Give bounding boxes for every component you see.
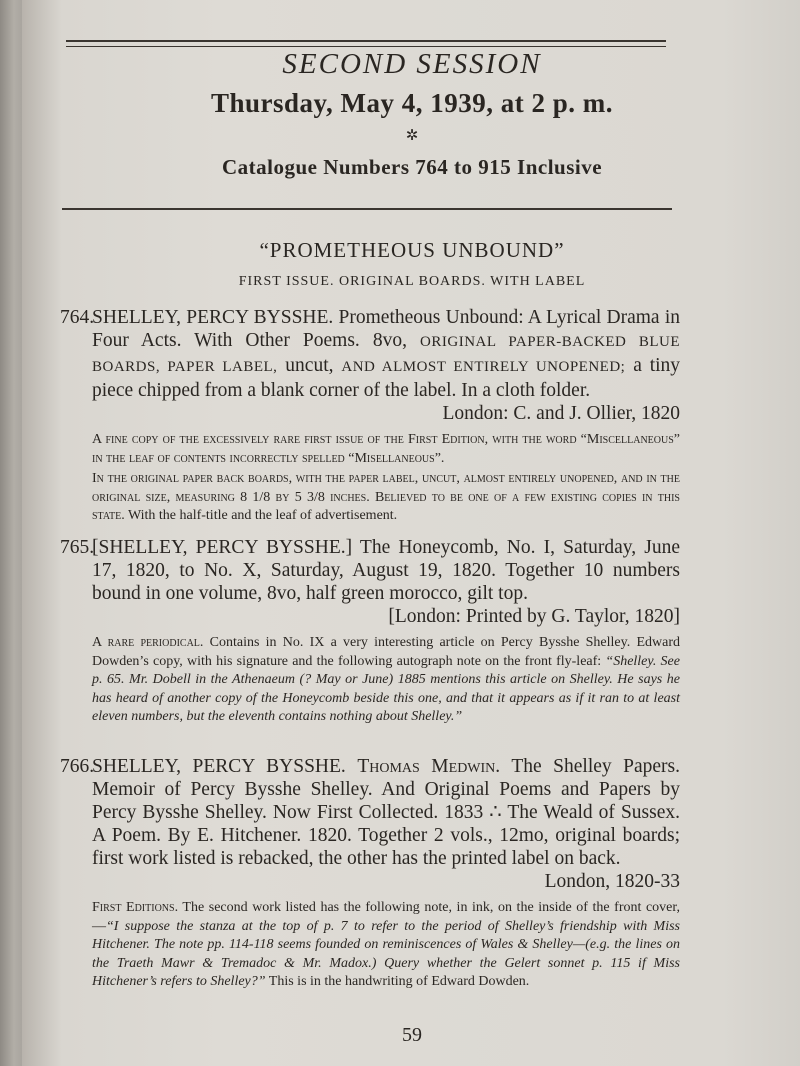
- lot-note-tail: This is in the handwriting of Edward Dowden.: [268, 974, 530, 989]
- lot-heading: [60, 306, 680, 402]
- lot-author: SHELLEY, PERCY BYSSHE.: [92, 756, 346, 777]
- lot-number: 766.: [60, 756, 95, 777]
- lot-imprint: London: C. and J. Ollier, 1820: [442, 403, 680, 424]
- lot-note-condition: In the original paper back boards, with the paper label, uncut, almost entirely unopened, and in the original size, measuring 8 1/8 by 5 3/8 inches. Believed to be one of a few existing copies in this state.: [92, 471, 680, 523]
- lot-note-quote: “Shelley. See p. 65. Mr. Dobell in the Athenaeum (? May or June) 1885 mentions this article on Shelley. He says he has heard of another copy of the Honeycomb beside this one, and that it appears as if it ran to at least eleven numbers, but the eleventh contains nothing about Shelley.”: [92, 653, 680, 724]
- lot-imprint: [London: Printed by G. Taylor, 1820]: [388, 606, 680, 627]
- lot-note: [60, 634, 680, 727]
- lot-entry: [60, 306, 680, 528]
- session-date: Thursday, May 4, 1939, at 2 p. m.: [210, 88, 614, 118]
- lot-number: 764.: [60, 307, 95, 328]
- lot-note-text: Contains in No. IX a very interesting article on Percy Bysshe Shelley. Edward Dowden’s copy, with his signature and the following autograph note on the front fly-leaf:: [92, 635, 680, 669]
- lot-note-paragraph: [92, 470, 680, 526]
- lot-number: 765.: [60, 537, 95, 558]
- lot-description: The Honeycomb, No. I, Saturday, June 17, 1820, to No. X, Saturday, August 19, 1820. Together 10 numbers bound in one volume, 8vo, half green morocco, gilt top.: [92, 537, 680, 604]
- lot-note-paragraph: A fine copy of the excessively rare first issue of the First Edition, with the word “Miscellaneous” in the leaf of contents incorrectly spelled “Misellaneous”.: [92, 432, 680, 466]
- lot-second-author: Thomas Medwin.: [357, 756, 501, 777]
- lot-note-lead: First Editions.: [92, 900, 179, 915]
- lot-description: The Shelley Papers. Memoir of Percy Bysshe Shelley. And Original Poems and Papers by Percy Bysshe Shelley. Now First Collected. 1833 ∴ The Weald of Sussex. A Poem. By E. Hitchener. 1820. Together 2 vols., 12mo, original boards; first work listed is rebacked, the other has the printed label on back.: [92, 756, 681, 869]
- lot-heading: [60, 755, 680, 870]
- lot-note-quote: “I suppose the stanza at the top of p. 7 to refer to the period of Shelley’s friendship with Miss Hitchener. The note pp. 114-118 seems founded on reminiscences of Wales & Shelley—(e.g. the lines on the Traeth Mawr & Tremadoc & Mr. Madox.) Query whether the Gelert sonnet p. 115 if Miss Hitchener’s refers to Shelley?”: [92, 918, 680, 989]
- ornament-icon: ✲: [405, 128, 419, 144]
- catalogue-range: Catalogue Numbers 764 to 915 Inclusive: [221, 155, 603, 179]
- lot-entry: [60, 755, 680, 994]
- lot-entry: [60, 536, 680, 729]
- section-subtitle: FIRST ISSUE. ORIGINAL BOARDS. WITH LABEL: [238, 274, 586, 289]
- lot-note-paragraph: [92, 634, 680, 727]
- lot-note: [60, 899, 680, 992]
- lot-note: [60, 431, 680, 526]
- lot-description-cont: uncut,: [285, 355, 334, 376]
- lot-author: [SHELLEY, PERCY BYSSHE.]: [92, 537, 353, 558]
- top-rule-thin: [66, 46, 666, 47]
- top-rule: [66, 40, 666, 42]
- lot-note-tail: With the half-title and the leaf of advertisement.: [127, 508, 398, 523]
- header-bottom-rule: [62, 208, 672, 210]
- lot-heading: [60, 536, 680, 605]
- session-title: SECOND SESSION: [282, 48, 542, 80]
- lot-description-end: a tiny piece chipped from a blank corner of the label. In a cloth folder.: [92, 355, 681, 401]
- lot-description: Prometheous Unbound: A Lyrical Drama in Four Acts. With Other Poems. 8vo,: [92, 307, 680, 351]
- lot-note-paragraph: [92, 899, 680, 992]
- lot-note-text: The second work listed has the following note, in ink, on the inside of the front cover,—: [92, 900, 680, 934]
- lot-binding: ORIGINAL PAPER-BACKED BLUE BOARDS, PAPER LABEL,: [92, 334, 680, 375]
- lot-imprint: London, 1820-33: [544, 871, 680, 892]
- page-number: 59: [402, 1024, 422, 1046]
- section-title: “PROMETHEOUS UNBOUND”: [259, 238, 565, 262]
- lot-author: SHELLEY, PERCY BYSSHE.: [92, 307, 334, 328]
- lot-note-lead: A rare periodical.: [92, 635, 204, 650]
- lot-condition: AND ALMOST ENTIRELY UNOPENED;: [341, 359, 626, 375]
